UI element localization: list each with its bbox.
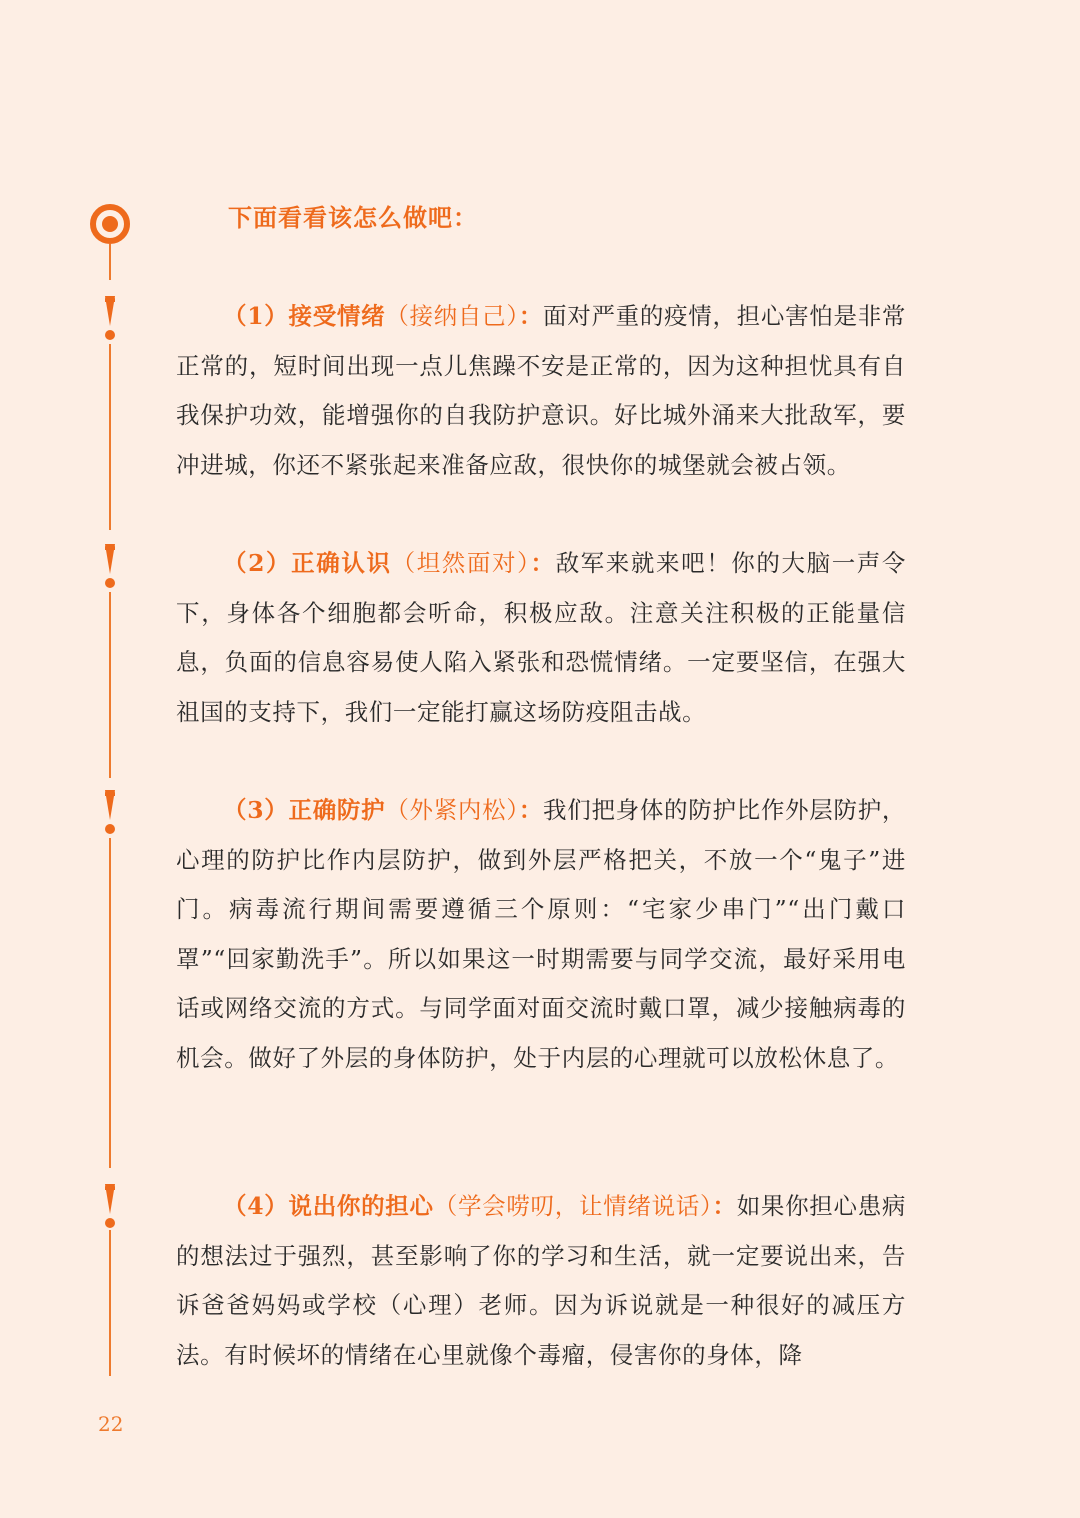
item-number: （2） xyxy=(223,549,292,577)
paragraph-accept-emotions xyxy=(176,292,906,490)
timeline-line xyxy=(109,244,111,280)
timeline-line xyxy=(109,592,111,778)
item-subtitle: （外紧内松） xyxy=(385,796,519,824)
item-colon: ： xyxy=(518,796,544,824)
item-title: 接受情绪 xyxy=(288,302,386,330)
paragraph-speak-worries xyxy=(176,1182,906,1380)
timeline-line xyxy=(109,344,111,530)
item-title: 说出你的担心 xyxy=(288,1192,434,1220)
item-subtitle: （接纳自己） xyxy=(385,302,519,330)
paragraph-correct-protection xyxy=(176,786,906,1083)
item-body: 敌军来就来吧！你的大脑一声令下，身体各个细胞都会听命，积极应敌。注意关注积极的正能量信息，负面的信息容易使人陷入紧张和恐慌情绪。一定要坚信，在强大祖国的支持下，我们一定能打赢这场防疫阻击战。 xyxy=(176,549,907,726)
exclamation-icon xyxy=(100,296,120,340)
item-body: 我们把身体的防护比作外层防护，心理的防护比作内层防护，做到外层严格把关，不放一个“鬼子”进门。病毒流行期间需要遵循三个原则：“宅家少串门”“出门戴口罩”“回家勤洗手”。所以如果这一时期需要与同学交流，最好采用电话或网络交流的方式。与同学面对面交流时戴口罩，减少接触病毒的机会。做好了外层的身体防护，处于内层的心理就可以放松休息了。 xyxy=(176,796,907,1072)
item-subtitle: （学会唠叨，让情绪说话） xyxy=(433,1192,713,1220)
item-title: 正确防护 xyxy=(288,796,386,824)
item-number: （1） xyxy=(223,302,289,330)
item-colon: ： xyxy=(530,549,556,577)
paragraph-correct-understanding xyxy=(176,539,906,737)
exclamation-icon xyxy=(100,544,120,588)
item-title: 正确认识 xyxy=(291,549,392,577)
section-heading: 下面看看该怎么做吧： xyxy=(228,203,478,232)
timeline-line xyxy=(109,838,111,1168)
item-number: （4） xyxy=(223,1192,289,1220)
exclamation-icon xyxy=(100,790,120,834)
timeline-line xyxy=(109,1230,111,1376)
item-colon: ： xyxy=(518,302,544,330)
item-number: （3） xyxy=(223,796,289,824)
item-subtitle: （坦然面对） xyxy=(391,549,531,577)
item-colon: ： xyxy=(712,1192,737,1220)
page-number: 22 xyxy=(98,1412,124,1436)
ring-icon xyxy=(90,204,130,244)
item-body: 如果你担心患病的想法过于强烈，甚至影响了你的学习和生活，就一定要说出来，告诉爸爸妈妈或学校（心理）老师。因为诉说就是一种很好的减压方法。有时候坏的情绪在心里就像个毒瘤，侵害你的身体，降 xyxy=(176,1192,907,1369)
item-body: 面对严重的疫情，担心害怕是非常正常的，短时间出现一点儿焦躁不安是正常的，因为这种担忧具有自我保护功效，能增强你的自我防护意识。好比城外涌来大批敌军，要冲进城，你还不紧张起来准备应敌，很快你的城堡就会被占领。 xyxy=(176,302,907,479)
exclamation-icon xyxy=(100,1184,120,1228)
